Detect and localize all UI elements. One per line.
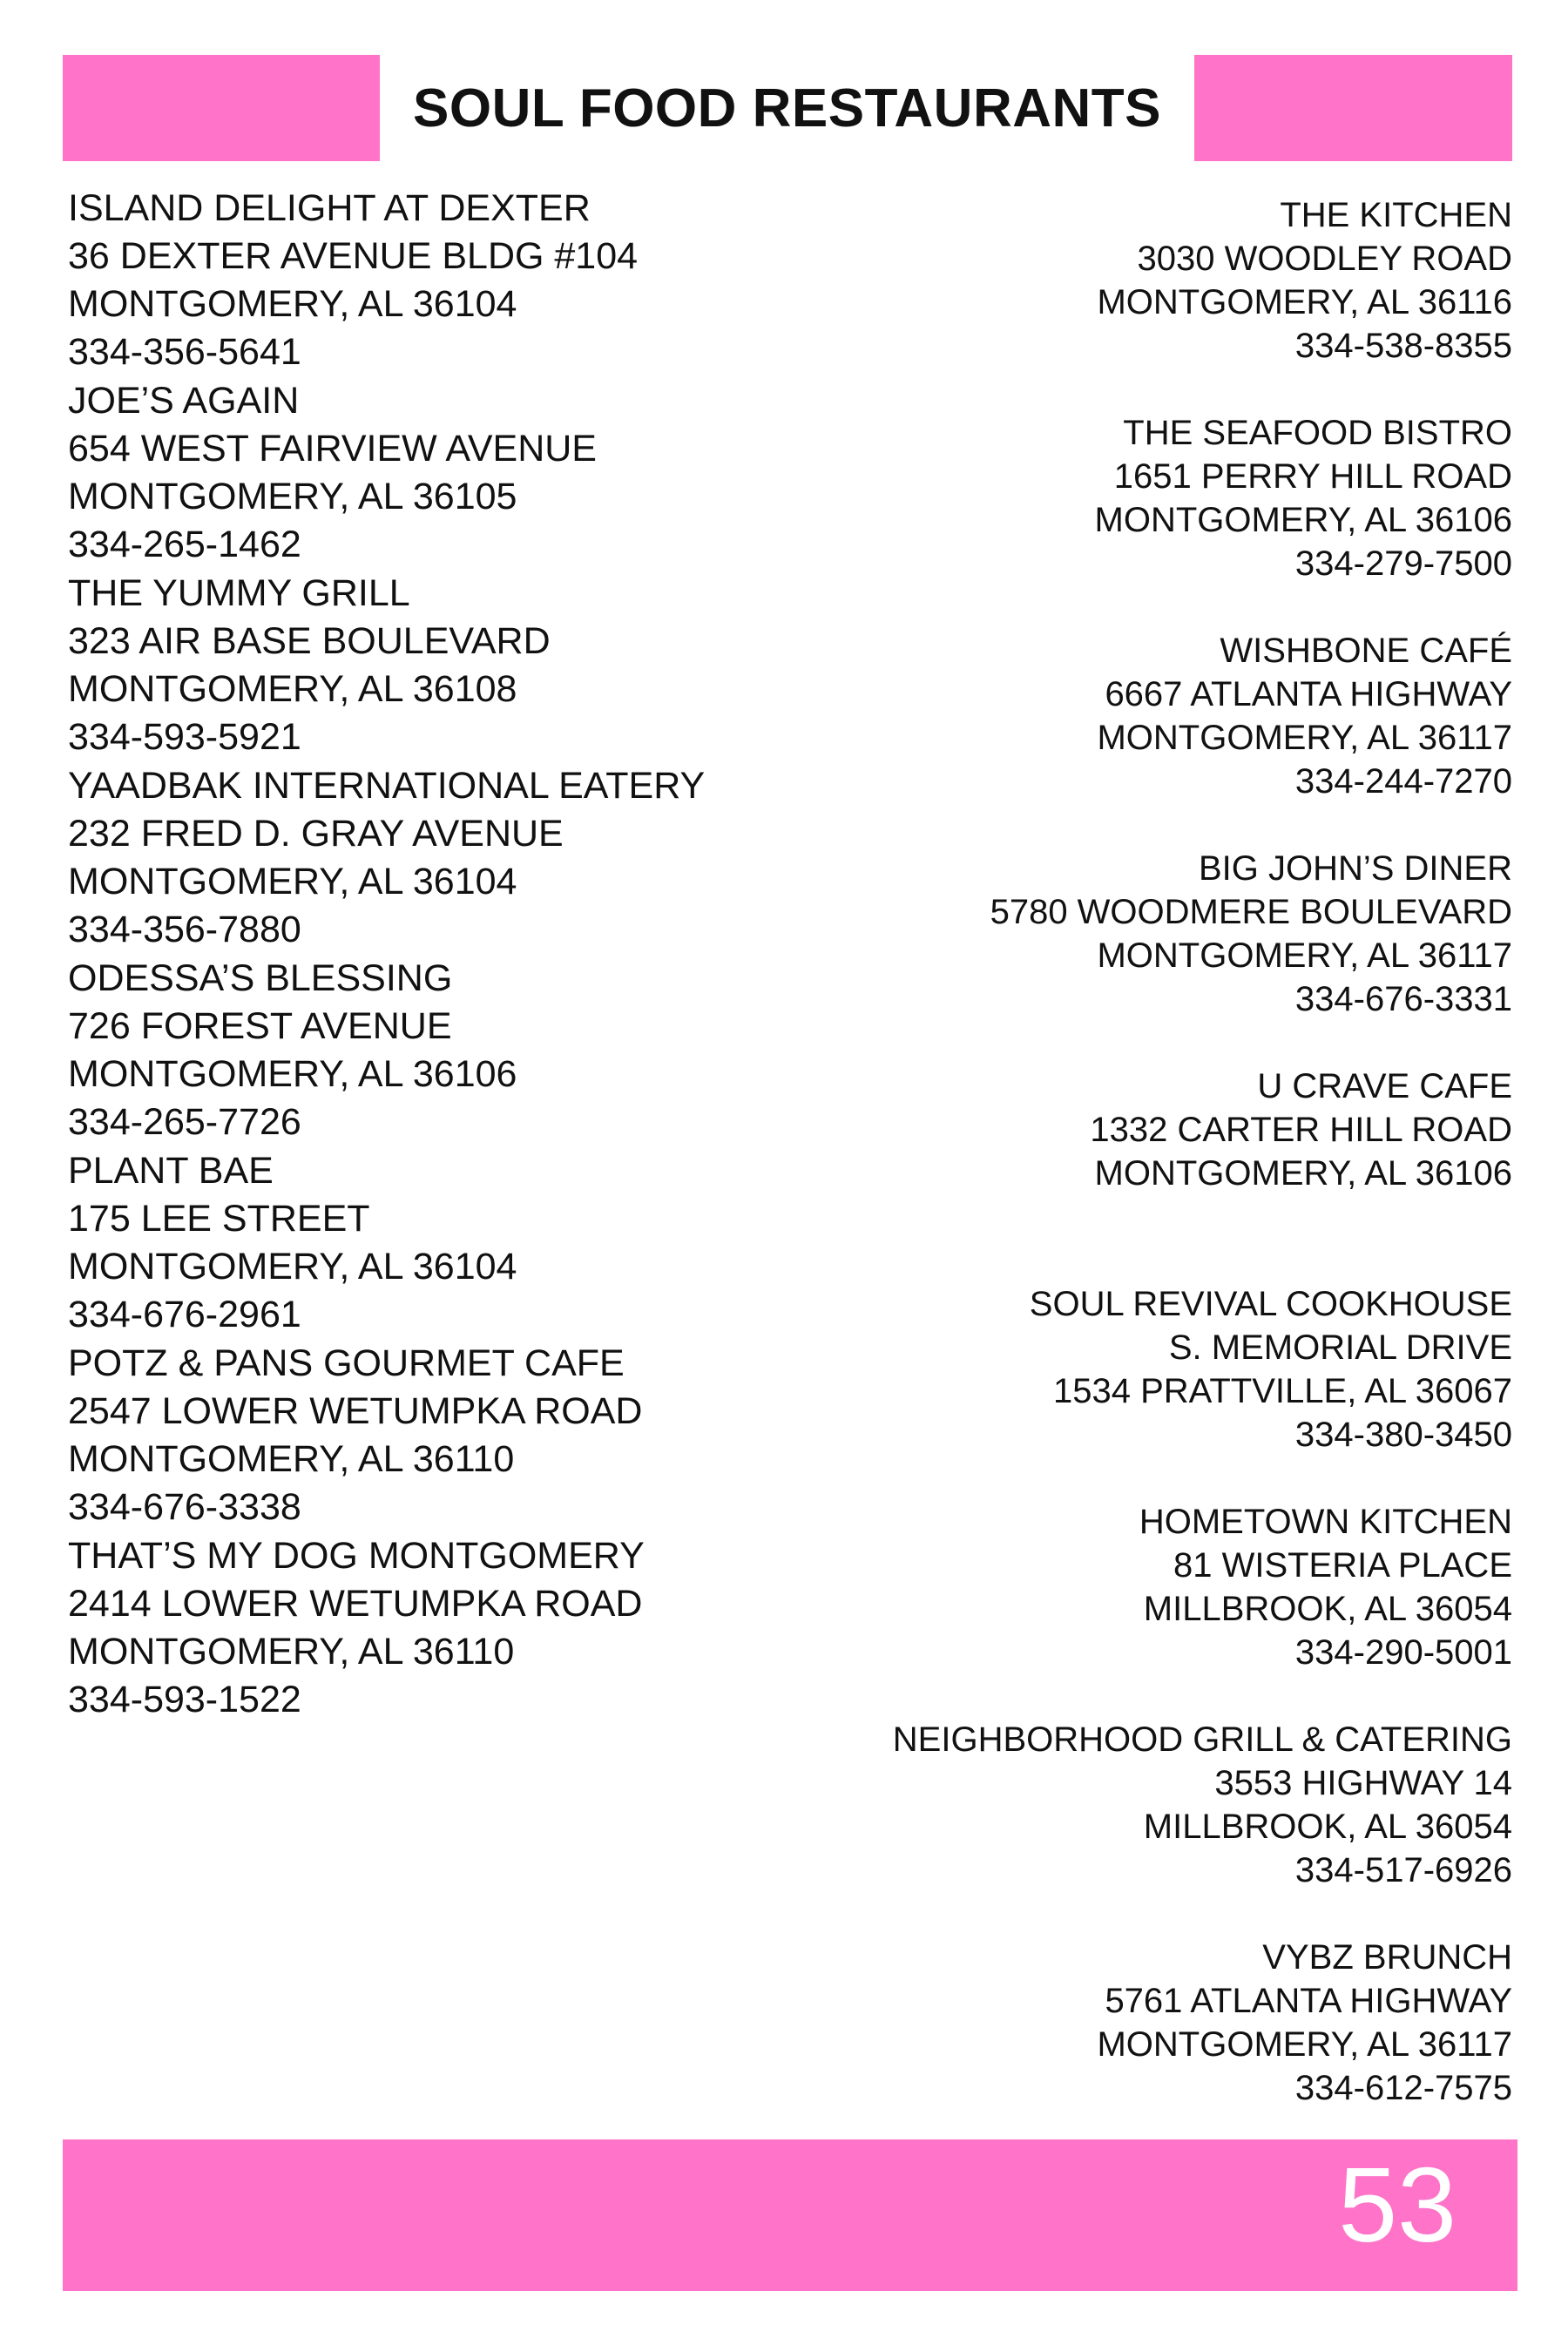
restaurant-address: 232 FRED D. GRAY AVENUE (68, 813, 564, 855)
restaurant-city: MONTGOMERY, AL 36104 (68, 283, 517, 325)
restaurant-name: YAADBAK INTERNATIONAL EATERY (68, 765, 706, 807)
restaurant-name: THAT’S MY DOG MONTGOMERY (68, 1535, 645, 1577)
restaurant-city: MONTGOMERY, AL 36117 (1097, 936, 1512, 975)
restaurant-phone: 334-265-1462 (68, 524, 301, 565)
restaurant-city: MONTGOMERY, AL 36106 (1094, 501, 1512, 539)
restaurant-name: THE YUMMY GRILL (68, 572, 410, 614)
restaurant-entry (68, 1147, 817, 1340)
restaurant-entry (68, 377, 817, 570)
restaurant-city: MONTGOMERY, AL 36104 (68, 861, 517, 902)
restaurant-name: ODESSA’S BLESSING (68, 957, 453, 999)
restaurant-city: MONTGOMERY, AL 36106 (1094, 1154, 1512, 1193)
restaurant-entry (728, 629, 1512, 847)
restaurant-phone: 334-676-2961 (68, 1294, 301, 1335)
page-number: 53 (1338, 2146, 1456, 2264)
restaurant-phone: 334-612-7575 (1294, 2069, 1512, 2107)
restaurant-city: MONTGOMERY, AL 36117 (1097, 719, 1512, 757)
restaurant-address: 3553 HIGHWAY 14 (1214, 1764, 1512, 1802)
restaurant-phone: 334-676-3331 (1294, 980, 1512, 1018)
restaurant-name: THE KITCHEN (1280, 196, 1512, 234)
restaurant-address: S. MEMORIAL DRIVE (1168, 1328, 1512, 1367)
restaurant-address: 175 LEE STREET (68, 1198, 370, 1240)
restaurant-name: WISHBONE CAFÉ (1220, 632, 1512, 670)
restaurant-name: PLANT BAE (68, 1150, 274, 1192)
right-restaurant-list (728, 193, 1512, 2153)
restaurant-phone: 334-593-1522 (68, 1679, 301, 1720)
restaurant-city: MILLBROOK, AL 36054 (1143, 1590, 1512, 1628)
restaurant-address: 6667 ATLANTA HIGHWAY (1105, 675, 1512, 713)
restaurant-phone: 334-279-7500 (1294, 544, 1512, 583)
restaurant-phone: 334-593-5921 (68, 716, 301, 758)
restaurant-phone: 334-538-8355 (1294, 327, 1512, 365)
restaurant-entry (728, 847, 1512, 1064)
restaurant-phone: 334-676-3338 (68, 1486, 301, 1528)
restaurant-city: MONTGOMERY, AL 36108 (68, 668, 517, 710)
restaurant-address: 36 DEXTER AVENUE BLDG #104 (68, 235, 639, 277)
restaurant-phone: 334-356-7880 (68, 909, 301, 950)
restaurant-name: U CRAVE CAFE (1257, 1067, 1512, 1105)
restaurant-entry (728, 1064, 1512, 1282)
restaurant-address: 1332 CARTER HILL ROAD (1090, 1111, 1512, 1149)
restaurant-city: MILLBROOK, AL 36054 (1143, 1808, 1512, 1846)
restaurant-name: ISLAND DELIGHT AT DEXTER (68, 187, 591, 229)
restaurant-entry (728, 1500, 1512, 1718)
restaurant-address: 726 FOREST AVENUE (68, 1005, 452, 1047)
header-band-right (1194, 55, 1512, 161)
restaurant-city: MONTGOMERY, AL 36105 (68, 476, 517, 517)
restaurant-address: 1651 PERRY HILL ROAD (1113, 457, 1512, 496)
restaurant-entry (68, 1532, 817, 1725)
restaurant-city: MONTGOMERY, AL 36117 (1097, 2025, 1512, 2064)
restaurant-name: NEIGHBORHOOD GRILL & CATERING (892, 1720, 1512, 1759)
restaurant-name: HOMETOWN KITCHEN (1139, 1503, 1512, 1541)
restaurant-address: 5780 WOODMERE BOULEVARD (990, 893, 1512, 931)
restaurant-city: MONTGOMERY, AL 36106 (68, 1053, 517, 1095)
restaurant-entry (68, 1340, 817, 1532)
restaurant-phone: 334-265-7726 (68, 1101, 301, 1143)
restaurant-address: 2414 LOWER WETUMPKA ROAD (68, 1583, 643, 1625)
restaurant-city: 1534 PRATTVILLE, AL 36067 (1052, 1372, 1512, 1410)
restaurant-address: 5761 ATLANTA HIGHWAY (1105, 1982, 1512, 2020)
restaurant-address: 323 AIR BASE BOULEVARD (68, 620, 551, 662)
restaurant-entry (68, 955, 817, 1147)
restaurant-name: THE SEAFOOD BISTRO (1123, 414, 1512, 452)
restaurant-address: 3030 WOODLEY ROAD (1137, 240, 1512, 278)
restaurant-entry (728, 1718, 1512, 1936)
restaurant-phone: 334-290-5001 (1294, 1633, 1512, 1672)
restaurant-entry (728, 411, 1512, 629)
page-title: SOUL FOOD RESTAURANTS (412, 78, 1161, 139)
restaurant-city: MONTGOMERY, AL 36104 (68, 1246, 517, 1288)
restaurant-phone: 334-356-5641 (68, 331, 301, 373)
restaurant-entry (68, 185, 817, 377)
header-band-left (63, 55, 380, 161)
restaurant-address: 654 WEST FAIRVIEW AVENUE (68, 428, 597, 470)
restaurant-phone: 334-244-7270 (1294, 762, 1512, 801)
restaurant-name: VYBZ BRUNCH (1262, 1938, 1512, 1977)
footer-band (63, 2139, 1517, 2291)
restaurant-entry (68, 762, 817, 955)
restaurant-phone: 334-380-3450 (1294, 1416, 1512, 1454)
restaurant-city: MONTGOMERY, AL 36110 (68, 1631, 515, 1673)
left-restaurant-list (68, 185, 817, 1725)
restaurant-city: MONTGOMERY, AL 36110 (68, 1438, 515, 1480)
restaurant-phone (728, 1195, 1512, 1196)
restaurant-name: BIG JOHN’S DINER (1198, 849, 1512, 888)
restaurant-name: POTZ & PANS GOURMET CAFE (68, 1342, 625, 1384)
restaurant-city: MONTGOMERY, AL 36116 (1097, 283, 1512, 321)
restaurant-address: 81 WISTERIA PLACE (1173, 1546, 1512, 1585)
restaurant-name: JOE’S AGAIN (68, 380, 300, 422)
restaurant-address: 2547 LOWER WETUMPKA ROAD (68, 1390, 643, 1432)
restaurant-phone: 334-517-6926 (1294, 1851, 1512, 1889)
restaurant-entry (728, 193, 1512, 411)
restaurant-entry (728, 1282, 1512, 1500)
restaurant-name: SOUL REVIVAL COOKHOUSE (1029, 1285, 1512, 1323)
restaurant-entry (68, 570, 817, 762)
restaurant-entry (728, 1936, 1512, 2153)
